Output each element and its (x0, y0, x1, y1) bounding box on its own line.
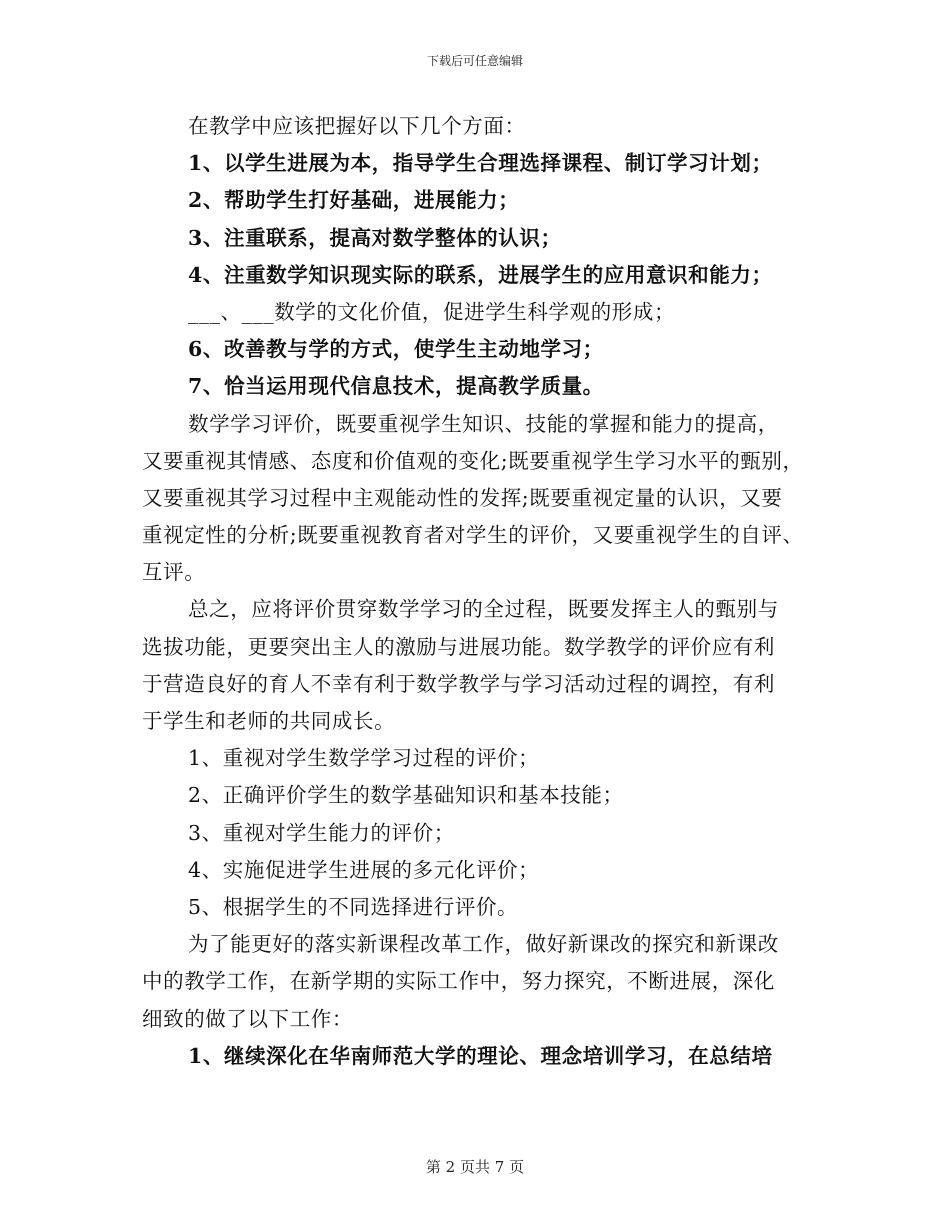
paragraph-line: 于学生和老师的共同成长。 (142, 709, 396, 733)
paragraph-line: 互评。 (142, 560, 206, 585)
paragraph-line: 在教学中应该把握好以下几个方面： (188, 114, 526, 138)
list-item: 4、实施促进学生进展的多元化评价； (188, 857, 540, 882)
paragraph-line: 又要重视其学习过程中主观能动性的发挥;既要重视定量的认识，又要 (142, 485, 783, 510)
list-item-bold: 2、帮助学生打好基础，进展能力； (188, 188, 520, 213)
paragraph-line: 总之，应将评价贯穿数学学习的全过程，既要发挥主人的甄别与 (188, 597, 779, 622)
paragraph-line: 重视定性的分析;既要重视教育者对学生的评价，又要重视学生的自评、 (142, 523, 804, 548)
paragraph-line: 选拔功能，更要突出主人的激励与进展功能。数学教学的评价应有利 (142, 634, 775, 659)
list-item-bold: 7、恰当运用现代信息技术，提高教学质量。 (188, 374, 604, 399)
paragraph-line: 为了能更好的落实新课程改革工作，做好新课改的探究和新课改 (188, 932, 779, 957)
document-body (142, 108, 822, 1075)
paragraph-line: 于营造良好的育人不幸有利于数学教学与学习活动过程的调控，有利 (142, 671, 775, 696)
list-item: 1、重视对学生数学学习过程的评价； (188, 746, 540, 771)
list-item-bold: 4、注重数学知识现实际的联系，进展学生的应用意识和能力； (188, 262, 773, 287)
list-item-bold: 1、继续深化在华南师范大学的理论、理念培训学习，在总结培 (188, 1043, 773, 1068)
list-item: 5、根据学生的不同选择进行评价。 (188, 894, 519, 919)
list-item: 2、正确评价学生的数学基础知识和基本技能； (188, 783, 624, 808)
page-footer: 第 2 页共 7 页 (425, 1158, 525, 1176)
page-header: 下载后可任意编辑 (426, 54, 523, 68)
paragraph-line: 数学学习评价，既要重视学生知识、技能的掌握和能力的提高， (188, 411, 779, 436)
list-item-bold: 6、改善教与学的方式，使学生主动地学习； (188, 337, 604, 362)
list-item-bold: 3、注重联系，提高对数学整体的认识； (188, 225, 562, 250)
paragraph-line: 又要重视其情感、态度和价值观的变化;既要重视学生学习水平的甄别， (142, 448, 804, 473)
paragraph-line: 中的教学工作，在新学期的实际工作中，努力探究，不断进展，深化 (142, 969, 775, 994)
list-item-bold: 1、以学生进展为本，指导学生合理选择课程、制订学习计划； (188, 151, 773, 176)
list-item: ___、___数学的文化价值，促进学生科学观的形成； (188, 299, 676, 324)
list-item: 3、重视对学生能力的评价； (188, 820, 455, 845)
paragraph-line: 细致的做了以下工作： (142, 1006, 353, 1031)
